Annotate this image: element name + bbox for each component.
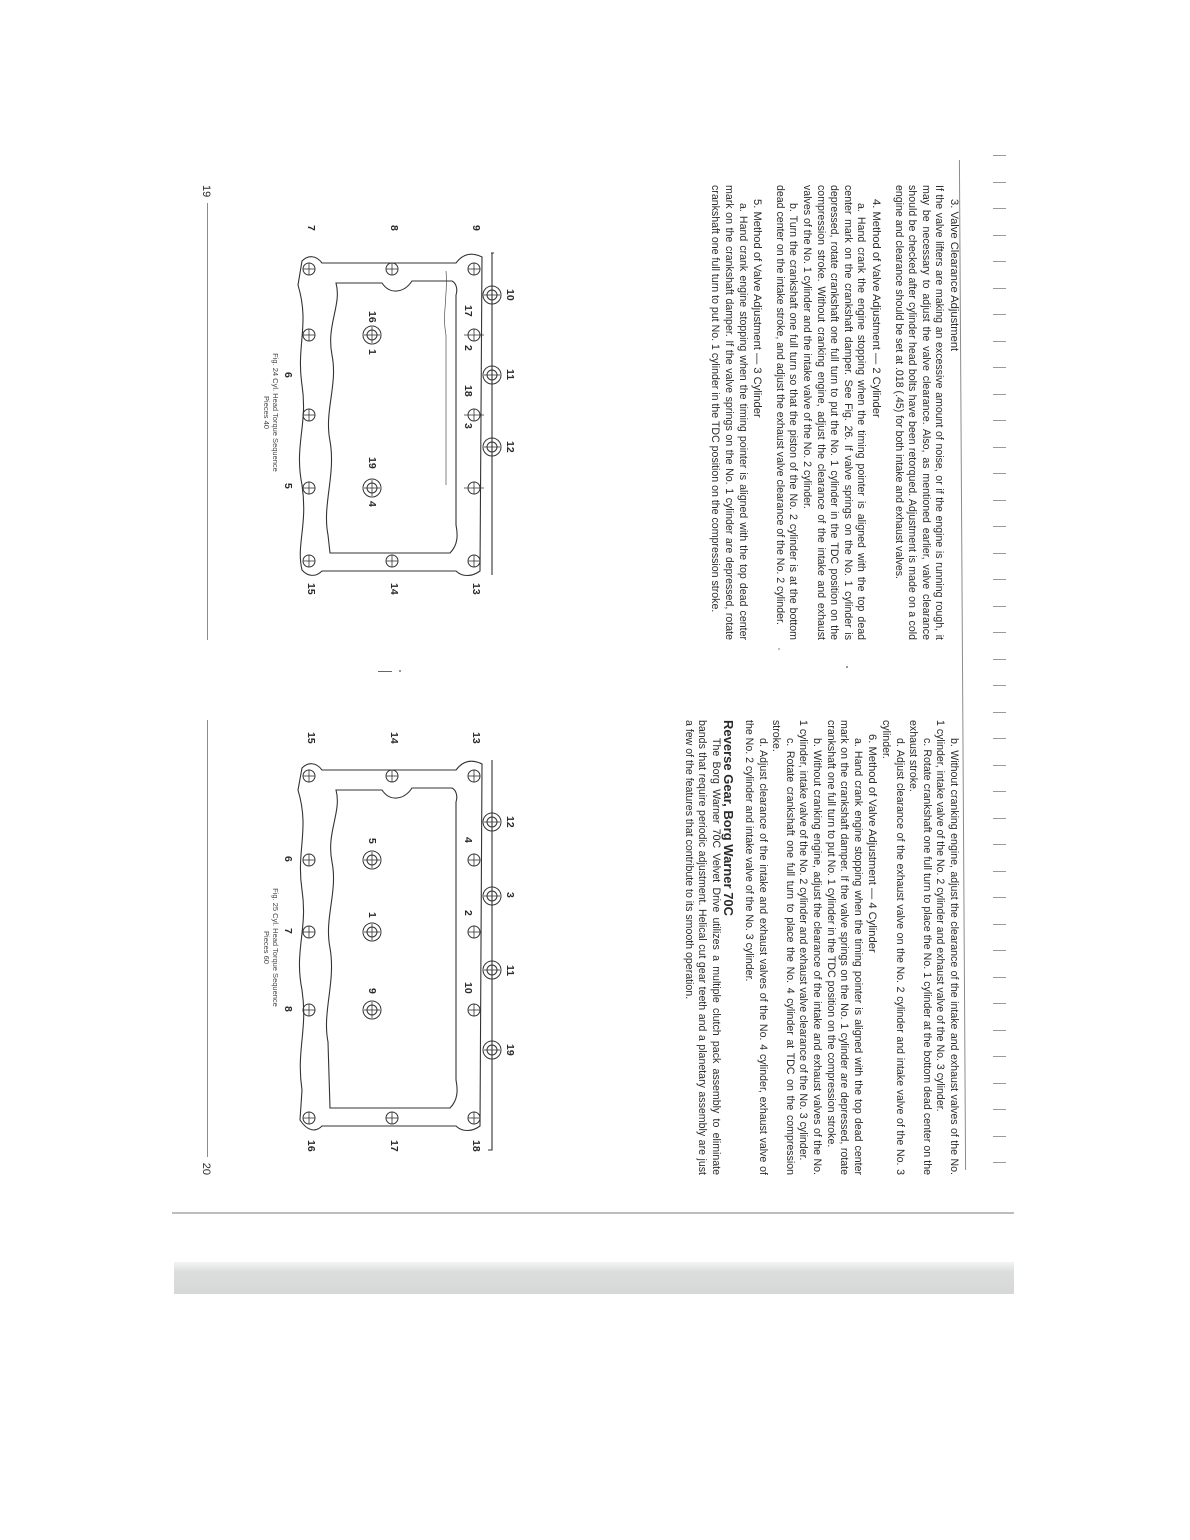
- bolt-label-11: 11: [504, 369, 516, 381]
- bolt-label-9: 9: [470, 225, 482, 231]
- bolt-label-14: 14: [388, 583, 400, 595]
- bolt-label-8: 8: [282, 1006, 294, 1012]
- bolt-label-1: 1: [366, 912, 378, 918]
- scan-edge-line: [172, 1212, 1014, 1214]
- section-heading: 4. Method of Valve Adjustment — 2 Cylinder: [870, 199, 883, 418]
- bolt-label-6: 6: [282, 856, 294, 862]
- paragraph: c. Rotate crankshaft one full turn to place the No. 4 cylinder at TDC on the compression stroke.: [770, 720, 796, 1175]
- section-heading: 6. Method of Valve Adjustment — 4 Cylinder: [866, 734, 879, 953]
- figure-caption: Fig. 25 Cyl. Head Torque Sequence Pieces 60: [262, 888, 280, 1007]
- bolt-label-17: 17: [462, 305, 474, 317]
- bolt-label-15: 15: [305, 583, 317, 595]
- bolt-label-2: 2: [462, 910, 474, 916]
- bolt-label-15: 15: [305, 732, 317, 744]
- bolt-label-1: 1: [366, 349, 378, 355]
- bolt-label-18: 18: [462, 385, 474, 397]
- bolt-label-16: 16: [366, 311, 378, 323]
- paragraph: d. Adjust clearance of the intake and exhaust valves of the No. 4 cylinder, exhaust valve of the No. 2 cylinder and intake valve of the No. 3 cylinder.: [743, 720, 769, 1175]
- page-20-text: [681, 720, 960, 1175]
- page-number: 20: [200, 1162, 212, 1175]
- figure-caption: Fig. 24 Cyl. Head Torque Sequence Pieces 40: [262, 353, 280, 472]
- paragraph: a. Hand crank the engine stopping when the timing pointer is aligned with the top dead center mark on the crankshaft damper. See Fig. 26. If valve springs on the No. 1 cylinder is depressed, rotate crankshaft one full turn to put the No. 1 cylinder in the TDC position on the compression stroke. Without cranking engine, adjust the clearance of the intake and exhaust valves of the No. 1 cylinder and the intake valve of the No. 2 cylinder.: [801, 185, 868, 640]
- paragraph: a. Hand crank engine stopping when the timing pointer is aligned with the top dead center mark on the crankshaft damper. If the valve springs on the No. 1 cylinder are depressed, rotate crankshaft one full turn to put No. 1 cylinder in the TDC position on the compression stroke.: [824, 720, 864, 1175]
- page-19-text: [708, 185, 960, 640]
- page-number: 19: [200, 185, 212, 198]
- bolt-label-11: 11: [504, 965, 516, 977]
- section-heading: 3. Valve Clearance Adjustment: [948, 199, 960, 352]
- manual-spread: [200, 185, 960, 1175]
- bolt-label-5: 5: [282, 483, 294, 489]
- paragraph: b. Turn the crankshaft one full turn so that the piston of the No. 2 cylinder is at the bottom dead center on the intake stroke, and adjust the exhaust valve clearance of the No. 2 cylinder.: [773, 185, 800, 640]
- figure-24-head-torque-sequence: [252, 185, 522, 640]
- bolt-label-19: 19: [504, 1044, 516, 1056]
- bolt-label-7: 7: [305, 225, 317, 231]
- paragraph: b. Without cranking engine, adjust the clearance of the intake and exhaust valves of the No. 1 cylinder, intake valve of the No. 2 cylinder and exhaust valve of the No. 3 cylinder.: [934, 720, 960, 1175]
- page-19: [200, 185, 960, 640]
- bolt-label-6: 6: [282, 372, 294, 378]
- paragraph: If the valve lifters are making an excessive amount of noise, or if the engine is running rough, it may be necessary to adjust the valve clearance. Also, as mentioned earlier, valve clearance should be checked after cylinder head bolts have been retorqued. Adjustment is made on a cold engine and clearance should be set at .018 (.45) for both intake and exhaust valves.: [892, 185, 946, 640]
- bolt-label-13: 13: [470, 732, 482, 744]
- page-20: [200, 720, 960, 1175]
- bolt-label-10: 10: [462, 982, 474, 994]
- bolt-label-2: 2: [462, 345, 474, 351]
- paragraph: b. Without cranking engine, adjust the clearance of the intake and exhaust valves of the No. 1 cylinder, intake valve of the No. 2 cylinder and exhaust valve clearance of the No. 3 cylinder.: [797, 720, 824, 1175]
- scan-gray-bar: [174, 1262, 1014, 1294]
- bolt-label-17: 17: [388, 1140, 400, 1152]
- bolt-label-5: 5: [366, 838, 378, 844]
- reverse-gear-heading: Reverse Gear, Borg Warner 70C: [721, 720, 737, 917]
- bolt-label-4: 4: [366, 501, 378, 507]
- footer-rule: [207, 203, 208, 640]
- bolt-label-4: 4: [462, 837, 474, 843]
- bolt-label-19: 19: [366, 457, 378, 469]
- bolt-label-14: 14: [388, 732, 400, 744]
- bolt-label-16: 16: [305, 1140, 317, 1152]
- paragraph: a. Hand crank engine stopping when the timing pointer is aligned with the top dead center mark on the crankshaft damper. If the valve springs on the No. 1 cylinder are depressed, rotate crankshaft one full turn to put No. 1 cylinder in the TDC position on the compression stroke.: [709, 185, 749, 640]
- section-heading: 5. Method of Valve Adjustment — 3 Cylinder: [751, 199, 764, 418]
- bolt-label-9: 9: [366, 988, 378, 994]
- cylinder-head-diagram: [252, 720, 522, 1175]
- bolt-label-12: 12: [504, 441, 516, 453]
- bolt-label-8: 8: [388, 225, 400, 231]
- bolt-label-12: 12: [504, 816, 516, 828]
- bolt-label-7: 7: [282, 928, 294, 934]
- bolt-label-10: 10: [504, 289, 516, 301]
- bolt-label-3: 3: [504, 892, 516, 898]
- cylinder-head-diagram: [252, 185, 522, 640]
- footer-rule: [207, 720, 208, 1157]
- paragraph: d. Adjust clearance of the exhaust valve on the No. 2 cylinder and intake valve of the No. 3 cylinder.: [880, 720, 906, 1175]
- bolt-label-18: 18: [470, 1140, 482, 1152]
- figure-25-head-torque-sequence: [252, 720, 522, 1175]
- paragraph: c. Rotate crankshaft one full turn to place the No. 1 cylinder at the bottom dead center on the exhaust stroke.: [907, 720, 933, 1175]
- bolt-label-13: 13: [470, 583, 482, 595]
- bolt-label-3: 3: [462, 423, 474, 429]
- paragraph: The Borg Warner 70C Velvet Drive utilizes a multiple clutch pack assembly to eliminate bands that require periodic adjustment. Helical cut gear teeth and a planetary assembly are just a few of the features that contribute to its smooth operation.: [682, 720, 722, 1175]
